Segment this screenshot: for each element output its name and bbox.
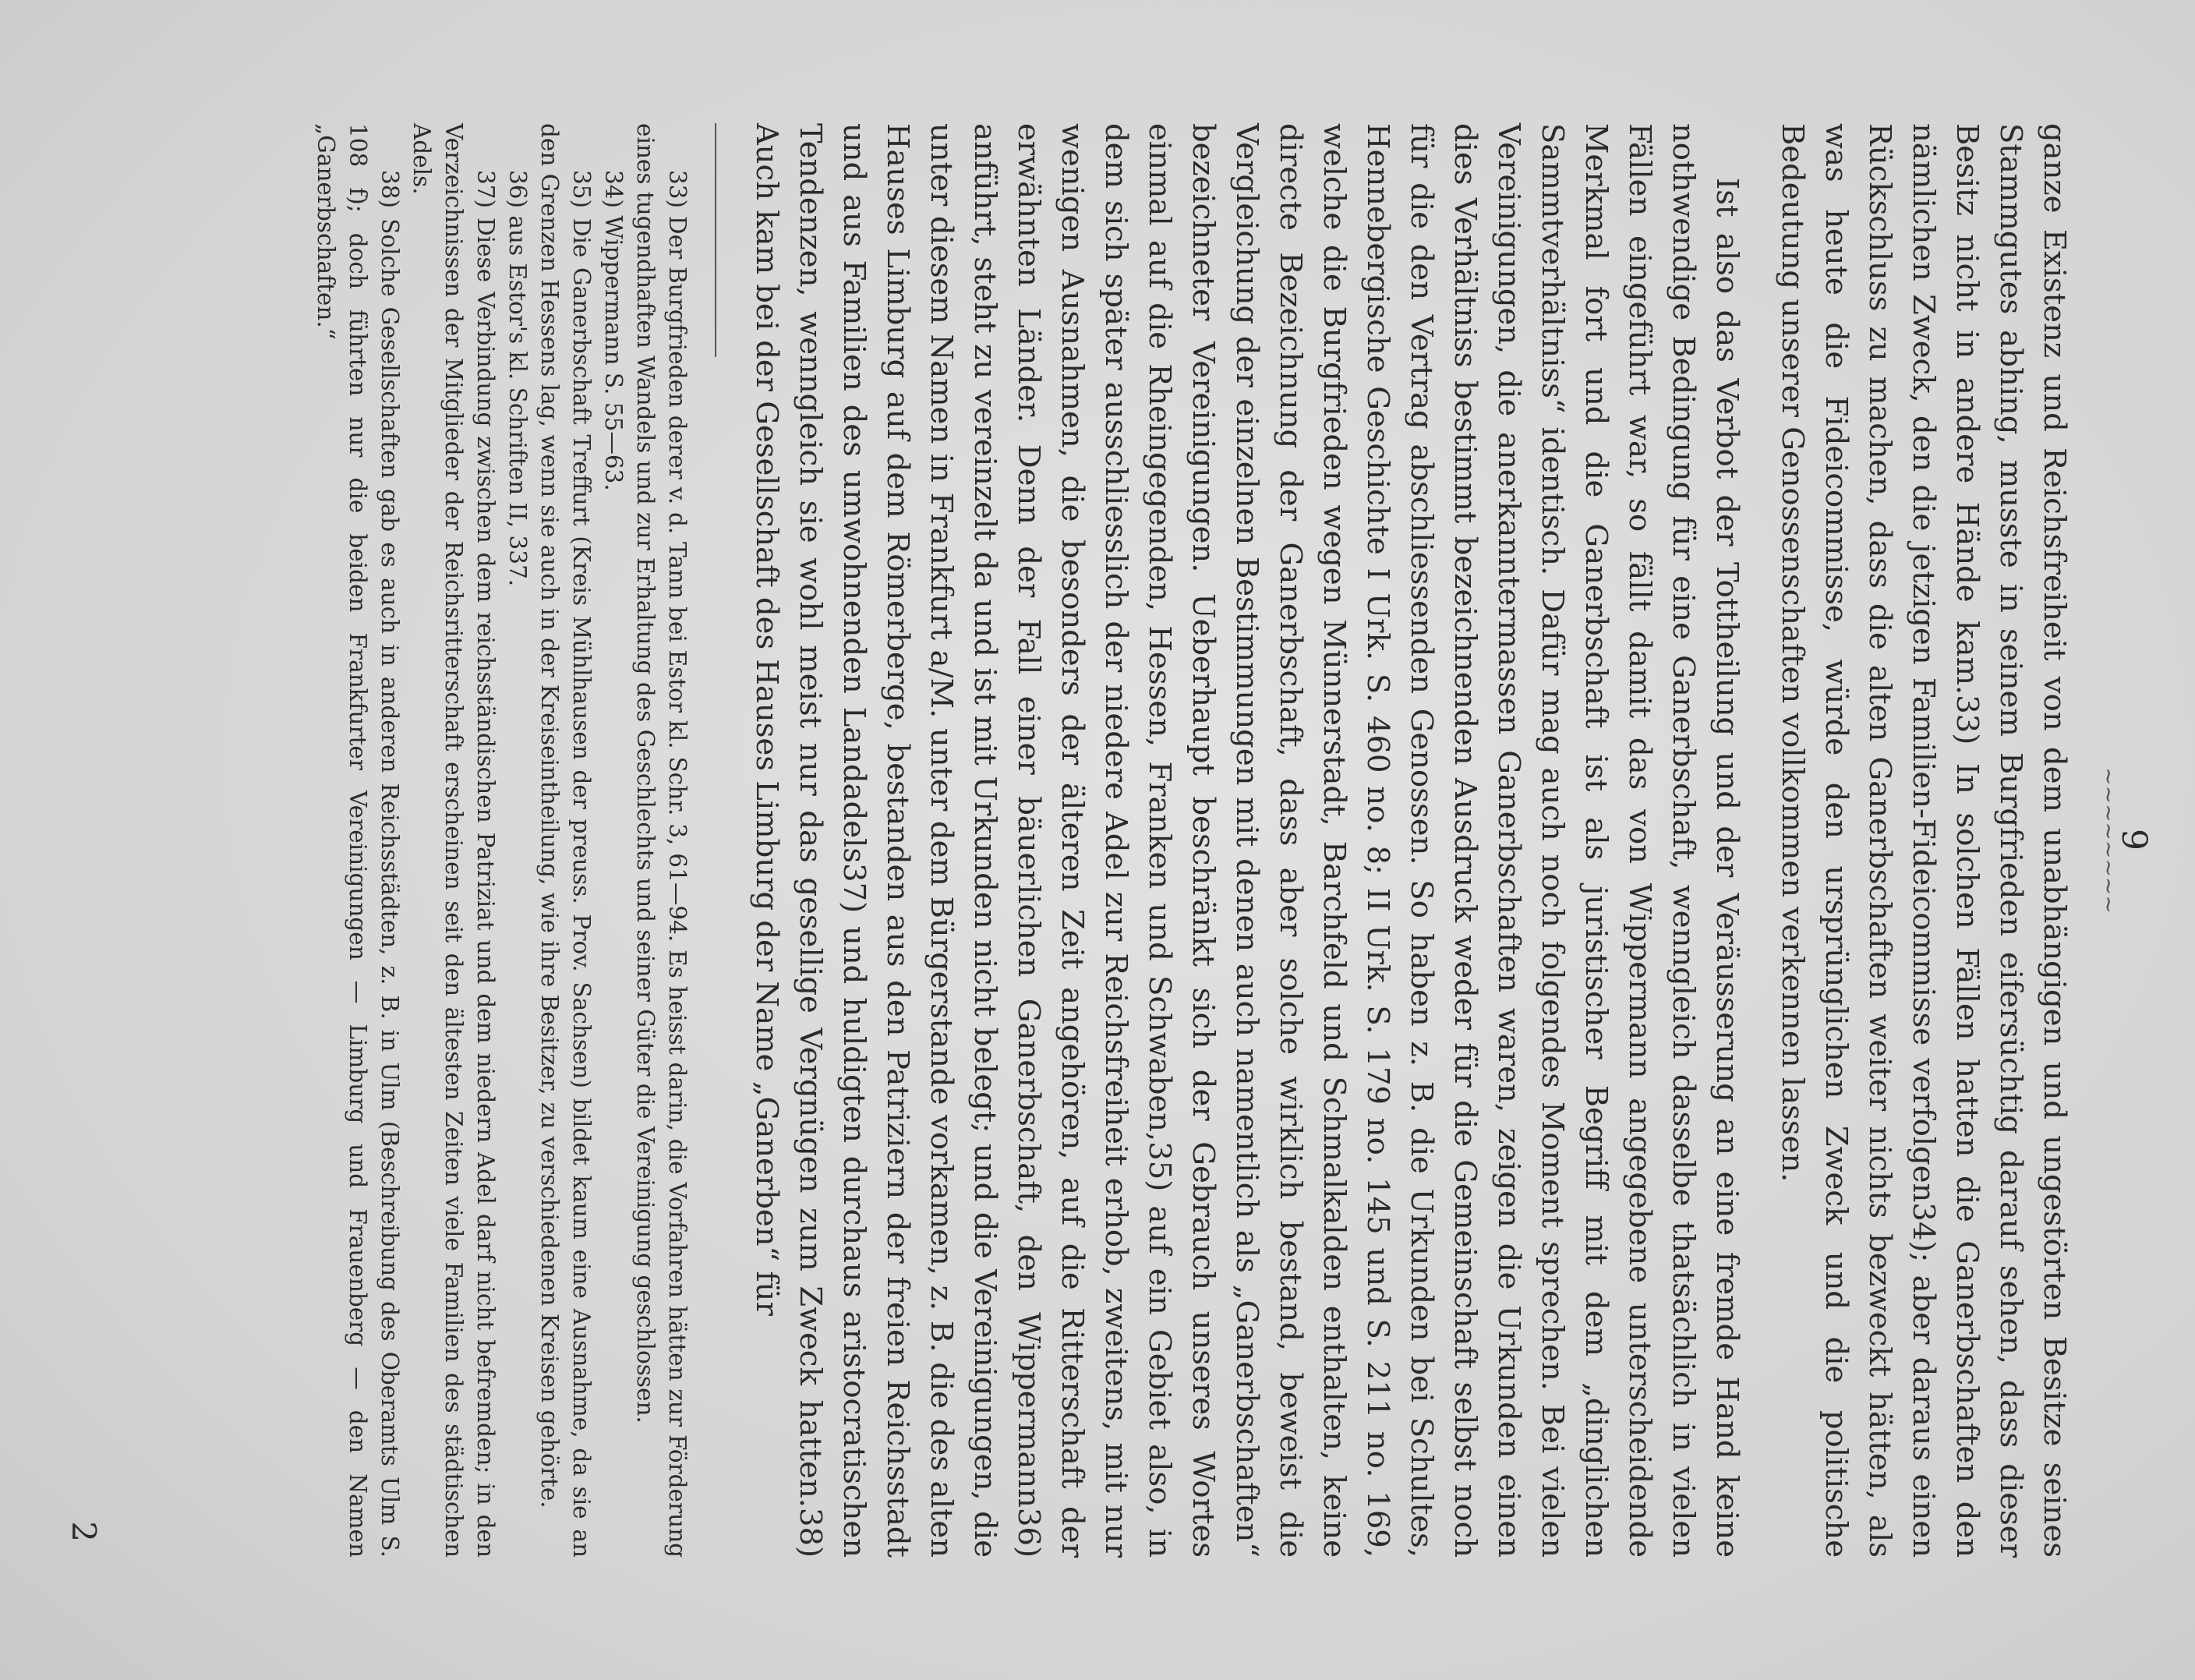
main-text (309, 123, 2076, 1558)
footnote-38: 38) Solche Gesellschaften gab es auch in anderen Reichsstädten, z. B. in Ulm (Beschreibung des Oberamts Ulm S. 108 f); doch führten nur die beiden Frankfurter Vereinigungen — Limburg und Frauenberg — den Namen „Ganerbschaften.“ (313, 123, 403, 1558)
rotated-page (10, 30, 2185, 1651)
paragraph-1: ganze Existenz und Reichsfreiheit von dem unabhängigen und ungestörten Besitze seines Stammgutes abhing, musste in seinem Burgfrieden eifersüchtig darauf sehen, dass dieser Besitz nicht in andere Hände kam.33) In solchen Fällen hatten die Ganerbschaften den nämlichen Zweck, den die jetzigen Familien-Fideicommisse verfolgen34); aber daraus einen Rückschluss zu machen, dass die alten Ganerbschaften weiter nichts bezweckt hätten, als was heute die Fideicommisse, würde den ursprünglichen Zweck und die politische Bedeutung unserer Genossenschaften vollkommen verkennen lassen. (1775, 123, 2072, 1558)
signature-mark: 2 (65, 1521, 103, 1542)
footnote-37: 37) Diese Verbindung zwischen dem reichsständischen Patriziat und dem niedern Adel darf nicht befremden; in den Verzeichnissen der Mitglieder der Reichsritterschaft erscheinen seit den ältesten Zeiten viele Familien des städtischen Adels. (408, 123, 499, 1558)
paragraph-2: Ist also das Verbot der Tottheilung und der Veräusserung an eine fremde Hand keine nothwendige Bedingung für eine Ganerbschaft, wenngleich dasselbe thatsächlich in vielen Fällen eingeführt war, so fällt damit das von Wippermann angegebene unterscheidende Merkmal fort und die Ganerbschaft ist als juristischer Begriff mit dem „dinglichen Sammtverhältniss“ identisch. Dafür mag auch noch folgendes Moment sprechen. Bei vielen Vereinigungen, die anerkanntermassen Ganerbschaften waren, zeigen die Urkunden einen dies Verhältniss bestimmt bezeichnenden Ausdruck weder für die Gemeinschaft selbst noch für die den Vertrag abschliessenden Genossen. So haben z. B. die Urkunden bei Schultes, Hennebergische Geschichte I Urk. S. 460 no. 8; II Urk. S. 179 no. 145 und S. 211 no. 169, welche die Burgfrieden wegen Münnerstadt, Barchfeld und Schmalkalden enthalten, keine directe Bezeichnung der Ganerbschaft, dass aber solche wirklich bestand, beweist die Vergleichung der einzelnen Bestimmungen mit denen auch namentlich als „Ganerbschaften“ bezeichneter Vereinigungen. Ueberhaupt beschränkt sich der Gebrauch unseres Wortes einmal auf die Rheingegenden, Hessen, Franken und Schwaben,35) auf ein Gebiet also, in dem sich später ausschliesslich der niedere Adel zur Reichsfreiheit erhob, zweitens, mit nur wenigen Ausnahmen, die besonders der älteren Zeit angehören, auf die Ritterschaft der erwähnten Länder. Denn der Fall einer bäuerlichen Ganerbschaft, den Wippermann36) anführt, steht zu vereinzelt da und ist mit Urkunden nicht belegt; und die Vereinigungen, die unter diesem Namen in Frankfurt a/M. unter dem Bürgerstande vorkamen, z. B. die des alten Hauses Limburg auf dem Römerberge, bestanden aus den Patriziern der freien Reichsstadt und aus Familien des umwohnenden Landadels37) und huldigten durchaus aristocratischen Tendenzen, wenngleich sie wohl meist nur das gesellige Vergnügen zum Zweck hatten.38) Auch kam bei der Gesellschaft des Hauses Limburg der Name „Ganerben“ für (749, 123, 1744, 1558)
header-ornament: ~~~~~~~~ (2096, 767, 2122, 914)
footnote-34: 34) Wippermann S. 55—63. (600, 170, 627, 491)
footnote-36: 36) aus Estor's kl. Schriften II, 337. (504, 170, 531, 587)
page-header (2096, 30, 2154, 1651)
footnote-35: 35) Die Ganerbschaft Treffurt (Kreis Mühlhausen der preuss. Prov. Sachsen) bildet kaum eine Ausnahme, da sie an den Grenzen Hessens lag, wenn sie auch in der Kreiseintheilung, wie ihre Besitzer, zu verschiedenen Kreisen gehörte. (536, 123, 595, 1558)
footnotes (309, 123, 693, 1558)
footnote-divider (715, 123, 716, 357)
footnote-33: 33) Der Burgfrieden derer v. d. Tann bei Estor kl. Schr. 3, 61—94. Es heisst darin, die Vorfahren hätten zur Förderung eines tugendhaften Wandels und zur Erhaltung des Geschlechts und seiner Güter die Vereinigung geschlossen. (632, 123, 691, 1558)
page-number: 9 (2114, 829, 2154, 852)
